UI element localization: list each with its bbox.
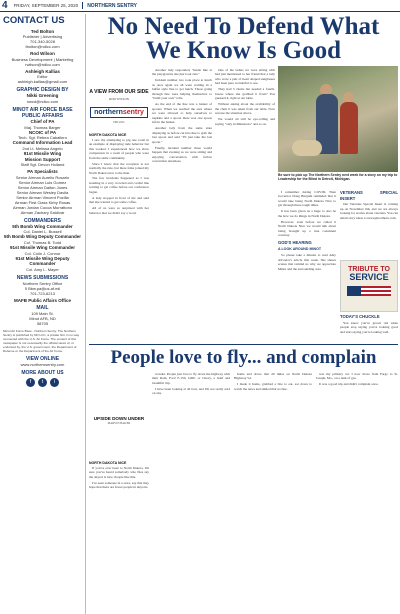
specialist-name: Senior Airman Dalton Jones bbox=[17, 184, 68, 190]
lead-column-3 bbox=[215, 68, 275, 342]
paragraph: I saw my attempting to pig one room in an example of displaying rude behavior but this worked. I experienced how we show compassion in a room of people who were from the same community. bbox=[89, 137, 149, 160]
specialist-name: Senior Airman Luis Gomez bbox=[18, 179, 67, 185]
photo-caption: Be sure to pick up The Northern Sentry next week for a story on my trip to Leadership for the Blind in Detroit, Michigan. bbox=[278, 173, 398, 182]
bottom-column-2 bbox=[152, 372, 230, 610]
mail-line: Minot AFB, ND bbox=[29, 315, 56, 321]
right-column-b bbox=[340, 190, 398, 258]
paper-name: NORTHERN SENTRY bbox=[87, 2, 138, 9]
more-about-heading: MORE ABOUT US bbox=[21, 369, 64, 376]
paragraph: The few incidents happened as I was standing in a very crowded and cordial line waiting to get coffee before our conference began. bbox=[89, 176, 149, 194]
commander-role: 5th Bomb Wing Deputy Commander bbox=[4, 234, 81, 240]
contact-entry bbox=[3, 29, 82, 50]
chuckle-heading: TODAY'S CHUCKLE bbox=[340, 314, 380, 319]
column-title: A VIEW FROM OUR SIDE bbox=[89, 89, 149, 95]
logo-text-north: northern bbox=[94, 108, 123, 116]
facebook-icon[interactable]: f bbox=[26, 378, 35, 387]
specialist-name: Airman Jordan Cocoa Murrattono bbox=[12, 204, 73, 210]
paragraph: All of us were so surprised with her behavior that we didn't say a word. bbox=[89, 206, 149, 215]
subheading: GOD'S HEARING bbox=[278, 239, 312, 245]
paragraph: Another lady from the same state displaying as before cut into line to grab the last spoon and said "I'll just take the last spoon." bbox=[152, 126, 212, 144]
specialists-heading: PA Specialists bbox=[27, 169, 58, 175]
flag-canton bbox=[347, 286, 361, 296]
paragraph: Since I know that the reception is not normally the rule, but there folks joined my North Dakota nice to the man. bbox=[89, 161, 149, 175]
guide-dog-figure bbox=[292, 140, 322, 156]
specialist-name: Airman First Class Kirby Rosas bbox=[14, 199, 71, 205]
pa-name: 2nd Lt. Melissa Angelo bbox=[22, 145, 63, 151]
disclaimer-text: Minot Air Force Base - Northern Sentry. The Northern Sentry is published by ND LCC, a private firm in no way connected with the U.S. Air Force. The content of this newspaper is not necessarily the official views of, or endorsed by, the U.S. government, the Department of Defense or the Department of the Air Force. bbox=[3, 328, 80, 353]
lead-story bbox=[89, 14, 398, 63]
mail-heading: MAIL bbox=[36, 304, 49, 311]
pa-name: Maj. Thomas Barger bbox=[24, 124, 61, 130]
lead-column-2 bbox=[152, 68, 212, 342]
ad-line-1: TRIBUTE TO bbox=[348, 266, 390, 273]
contact-name: Rod Wilson bbox=[30, 51, 55, 57]
paragraph: You know you've grown old when people stop saying you're looking good and start saying you're looking well. bbox=[340, 320, 398, 334]
chuckle-column bbox=[340, 314, 398, 344]
issue-date: FRIDAY, SEPTEMBER 25, 2020 bbox=[13, 3, 79, 8]
logo-text-sentry: sentry bbox=[122, 108, 144, 116]
paragraph: I remember during COVID, Then Governor Doug Burgum reminded that it would take being North Dakota Nice to get through these tough times. bbox=[278, 190, 336, 208]
person-figure bbox=[340, 102, 358, 154]
paragraph: Finally, incident number three would happen that evening as we were sitting and enjoying conversation with fellow convention attendees. bbox=[152, 145, 212, 164]
paragraph: Another lady responded, "kinda like at the playground, she just took cuts." bbox=[152, 68, 212, 77]
instagram-icon[interactable]: i bbox=[50, 378, 59, 387]
news-phone: 701-723-6213 bbox=[30, 290, 55, 296]
contact-role: Business Development | Marketing bbox=[11, 56, 74, 62]
contact-email[interactable]: tbolton@ndlcc.com bbox=[25, 44, 60, 50]
column-author: ROD WILSON bbox=[109, 96, 129, 101]
commander-role: 91st Missile Wing Deputy Commander bbox=[15, 255, 70, 267]
flag-stripes bbox=[361, 286, 391, 296]
flag-graphic bbox=[347, 286, 391, 296]
contact-role: Editor bbox=[37, 74, 48, 80]
paragraph: I have been looking at all four, and I'm not really sold on any. bbox=[152, 386, 230, 396]
public-affairs-heading: MINOT AIR FORCE BASE PUBLIC AFFAIRS bbox=[12, 107, 73, 119]
commander-name: Col. Daniel L. Bussell bbox=[23, 229, 62, 235]
designer-email[interactable]: nwcd@ndlcc.com bbox=[26, 99, 59, 104]
paragraph: It was a good trip and didn't complain once. bbox=[319, 382, 379, 387]
mail-office-heading: MAFB Public Affairs Office bbox=[13, 297, 72, 303]
contact-email[interactable]: ashleigh.kallias@gmail.com bbox=[17, 79, 68, 85]
story-photo bbox=[278, 66, 398, 172]
commander-name: Col. Amy L. Mayer bbox=[26, 266, 59, 272]
masthead-divider bbox=[82, 2, 83, 9]
pa-name: Tech. Sgt. Rebea Caballero bbox=[18, 135, 67, 141]
contact-phone: 701-340-5028 bbox=[30, 39, 55, 45]
contact-entry bbox=[3, 51, 82, 67]
contact-heading: CONTACT US bbox=[3, 15, 65, 26]
paragraph: However, even before we called it North Dakota Nice we would talk about being brought up a true consistent courtesy. bbox=[278, 219, 336, 238]
mail-line: 109 Main St. bbox=[31, 310, 54, 316]
pa-role: NCOIC of PA bbox=[28, 129, 57, 135]
online-url-link[interactable]: www.northernsentry.com bbox=[20, 361, 65, 367]
paragraph: As the end of the line was a basket of spoons. When we reached the area where we were allowed to help ourselves to napkins and a spoon there was one spoon left in the basket. bbox=[152, 102, 212, 125]
paragraph: One of the ladies we were sitting with had just mentioned to her friend that a lady who wore a pair of heart shaped sunglasses had been pure wonderful to see. bbox=[215, 68, 275, 86]
bottom-column-1 bbox=[89, 460, 149, 610]
news-line: Northern Sentry Office bbox=[22, 280, 63, 286]
columnist-box-bottom bbox=[89, 406, 149, 456]
pa-role: Mission Support bbox=[24, 156, 61, 162]
pa-role: Command Information Lead bbox=[12, 140, 73, 146]
paragraph: was my primary car. I now drove from Fargo to St. Joseph, Mo., on a tank of gas. bbox=[316, 372, 398, 381]
paragraph: I made it home, grabbed a bite to eat, sat down to watch the news and smiled that no line. bbox=[234, 382, 312, 391]
paragraph: I've seen someone in a store, say that they hope that there are fewer people in airports. bbox=[89, 480, 149, 490]
columnist-box bbox=[89, 68, 149, 130]
commander-name: Col. Colin J. Connor bbox=[24, 250, 61, 256]
contact-name: Ted Bolton bbox=[30, 28, 55, 34]
lead-headline: No Need To Defend What We Know Is Good bbox=[107, 13, 380, 64]
subheading-secondary: A LOOK AROUND MINOT bbox=[278, 247, 322, 252]
right-column-a bbox=[278, 190, 336, 342]
paragraph: We would all still be eye-rolling and saying "only in Minnesota" and so on. bbox=[215, 117, 275, 126]
dateline: NORTH DAKOTA NICE bbox=[89, 133, 127, 137]
paragraph: Our Veterans Special Insert is coming up on November 6th, and we are always looking for stories about veterans. You can email story ideas to news@northern.com. bbox=[340, 202, 398, 220]
commander-role: 91st Missile Wing Commander bbox=[10, 245, 75, 250]
paragraph: Without asking about the availability of the chair it was taken from our table. Now reverse the situation above. bbox=[215, 102, 275, 116]
column-title: UPSIDE DOWN UNDER bbox=[93, 416, 145, 421]
bottom-headline: People love to fly... and complain bbox=[110, 347, 377, 368]
column-author: MARVIN BAKER bbox=[107, 421, 131, 425]
bottom-column-3 bbox=[234, 372, 312, 610]
ad-line-2: SERVICE bbox=[349, 272, 389, 282]
contact-email[interactable]: rwilson@ndlcc.com bbox=[25, 61, 60, 67]
masthead bbox=[0, 0, 400, 12]
pa-role: 91st Missile Wing bbox=[23, 150, 62, 156]
lead-column-1 bbox=[89, 132, 149, 342]
specialist-name: Airman Zachary Saldivar bbox=[20, 209, 65, 215]
specialist-name: Senior Airman Aurelio Rosario bbox=[15, 174, 70, 180]
pa-role: Chief of PA bbox=[30, 119, 55, 124]
specialist-name: Senior Airman Wesley Davila bbox=[16, 189, 69, 195]
paragraph: Incident number two took place at lunch as once again we all were waiting in a buffet style line to get lunch. Those going through line were helping themselves to "build your own" rolls. bbox=[152, 78, 212, 101]
section-divider bbox=[89, 344, 398, 345]
veterans-heading: VETERANS SPECIAL INSERT bbox=[340, 190, 398, 201]
twitter-icon[interactable]: t bbox=[38, 378, 47, 387]
page-number: 4 bbox=[2, 0, 8, 11]
contact-name: Ashleigh Kallias bbox=[25, 68, 60, 74]
commanders-heading: COMMANDERS bbox=[24, 217, 61, 224]
paragraph: They had 3 chairs but needed a fourth. Guess where she grabbed it from? You guessed it, right at our table. bbox=[215, 87, 275, 101]
paragraph: wonder. People just love to fly down the highway with their Ram, Ford F-150, GMC or Chevy, a brief and beautiful trip. bbox=[152, 372, 230, 385]
specialist-name: Senior Airman Vincent Pozilla bbox=[16, 194, 69, 200]
paragraph: If you've ever been to North Dakota, I'm sure you've heard somebody who flies say the airport is nice. People like this. bbox=[89, 465, 149, 479]
graphic-design-heading: GRAPHIC DESIGN BY bbox=[16, 87, 69, 94]
contact-role: Publisher | Advertising bbox=[22, 34, 63, 40]
social-links bbox=[3, 378, 82, 387]
commander-role: 5th Bomb Wing Commander bbox=[12, 223, 73, 229]
pa-name: Staff Sgt. Devon Holland bbox=[20, 162, 65, 168]
tribute-ad[interactable] bbox=[340, 260, 398, 312]
view-online-heading: VIEW ONLINE bbox=[25, 355, 60, 362]
designer-name: Nikki Greening bbox=[26, 93, 59, 99]
contact-entry bbox=[3, 69, 82, 85]
dateline: NORTH DAKOTA NICE bbox=[89, 461, 127, 465]
paragraph: So please take a minute to read Amy Altvador's article this week. She shares scenes that remind us why we appreciate Minot and the surrounding area. bbox=[278, 253, 336, 271]
paragraph: home and drove that 20 miles on North Dakota Highway 54. bbox=[234, 372, 312, 381]
news-submissions-heading: NEWS SUBMISSIONS bbox=[16, 274, 69, 281]
news-email[interactable]: 5 Bbw.pa@us.af.mil bbox=[24, 285, 61, 291]
mail-line: 58705 bbox=[36, 320, 49, 326]
commander-name: Col. Thomas B. Todd bbox=[23, 240, 62, 245]
newspaper-logo bbox=[90, 107, 148, 118]
bottom-column-4 bbox=[316, 372, 398, 610]
paragraph: A lady stopped in front of me and said that she wanted to get some coffee. bbox=[89, 195, 149, 205]
sidebar bbox=[0, 14, 86, 614]
logo-subtext: ND LCC bbox=[113, 119, 125, 124]
paragraph: It has been given us a huge to also be the how we do things in North Dakota. bbox=[278, 209, 336, 218]
